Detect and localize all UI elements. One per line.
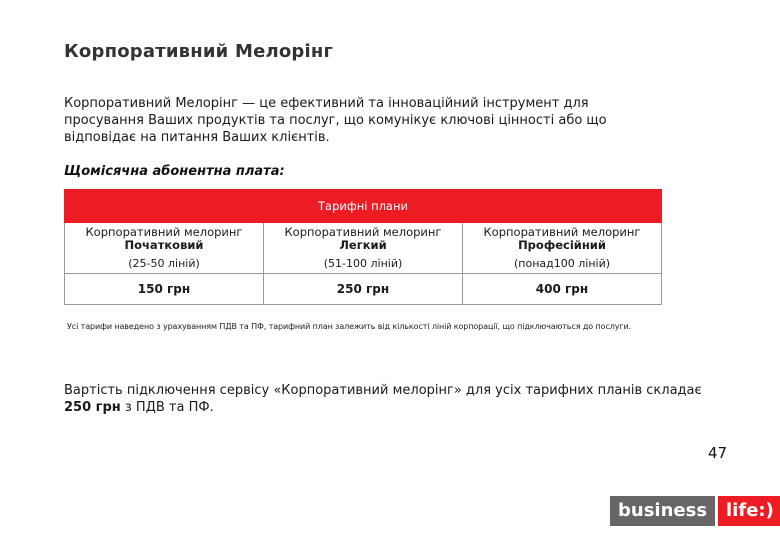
plan-cell-light bbox=[264, 223, 463, 274]
plan-name: Корпоративний мелоринг bbox=[284, 225, 442, 239]
connection-amount: 250 грн bbox=[64, 400, 121, 415]
table-row-plans bbox=[65, 223, 662, 274]
monthly-fee-label: Щомісячна абонентна плата: bbox=[64, 164, 285, 179]
plan-cell-basic bbox=[65, 223, 264, 274]
page-number: 47 bbox=[708, 444, 728, 462]
plan-lines: (25-50 ліній) bbox=[128, 257, 200, 270]
plan-level: Легкий bbox=[339, 238, 387, 252]
plan-name: Корпоративний мелоринг bbox=[85, 225, 243, 239]
logo-business-text: business bbox=[610, 496, 715, 526]
intro-paragraph: Корпоративний Мелорінг — це ефективний та інноваційний інструмент для просування Ваших продуктів та послуг, що комунікує ключові цінності або що відповідає на питання Ваших клієнтів. bbox=[64, 96, 607, 145]
business-life-logo bbox=[610, 496, 780, 526]
plan-lines: (понад100 ліній) bbox=[513, 257, 611, 270]
plan-price: 250 грн bbox=[264, 274, 463, 305]
plan-level: Початковий bbox=[124, 238, 204, 252]
connection-text-after: з ПДВ та ПФ. bbox=[120, 400, 214, 415]
connection-cost-paragraph bbox=[64, 382, 704, 416]
plan-level: Професійний bbox=[518, 238, 606, 252]
plan-price: 150 грн bbox=[65, 274, 264, 305]
connection-text-before: Вартість підключення сервісу «Корпоративний мелорінг» для усіх тарифних планів складає bbox=[64, 383, 702, 398]
table-header: Тарифні плани bbox=[65, 190, 662, 223]
logo-life-text: life:) bbox=[718, 496, 780, 526]
plan-lines: (51-100 ліній) bbox=[323, 257, 403, 270]
table-row-prices bbox=[65, 274, 662, 305]
plan-price: 400 грн bbox=[463, 274, 662, 305]
plan-cell-pro bbox=[463, 223, 662, 274]
page-title: Корпоративний Мелорінг bbox=[64, 41, 334, 62]
tariff-plans-table bbox=[64, 189, 662, 305]
tariff-note: Усі тарифи наведено з урахуванням ПДВ та ПФ, тарифний план залежить від кількості ліній корпорації, що підключаються до послуги. bbox=[67, 322, 632, 331]
plan-name: Корпоративний мелоринг bbox=[483, 225, 641, 239]
